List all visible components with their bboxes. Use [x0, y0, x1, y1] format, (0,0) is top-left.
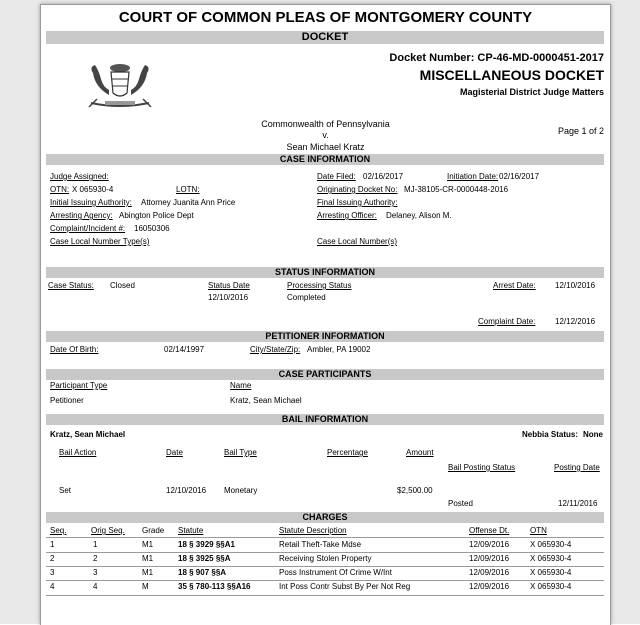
charge-otn: X 065930-4: [530, 582, 572, 591]
row-divider: [46, 580, 604, 581]
originating-docket-value: MJ-38105-CR-0000448-2016: [404, 185, 509, 194]
participant-type-value: Petitioner: [50, 396, 84, 405]
status-date-value: 12/10/2016: [208, 293, 249, 302]
dob-label: Date Of Birth:: [50, 345, 99, 354]
arrest-date-value: 12/10/2016: [555, 281, 596, 290]
complaint-label: Complaint/Incident #:: [50, 224, 126, 233]
charges-statute-header: Statute: [178, 526, 204, 535]
bail-amount-value: $2,500.00: [397, 486, 433, 495]
bail-posting-status-value: Posted: [448, 499, 473, 508]
charges-otn-header: OTN: [530, 526, 547, 535]
charge-orig-seq: 2: [93, 554, 98, 563]
bail-type-label: Bail Type: [224, 448, 257, 457]
otn-label: OTN:: [50, 185, 70, 194]
case-status-value: Closed: [110, 281, 135, 290]
row-divider: [46, 595, 604, 596]
charge-otn: X 065930-4: [530, 554, 572, 563]
date-filed-value: 02/16/2017: [363, 172, 404, 181]
charge-offense-date: 12/09/2016: [469, 582, 510, 591]
caption-versus: v.: [322, 130, 329, 140]
bail-date-value: 12/10/2016: [166, 486, 207, 495]
status-information-header: STATUS INFORMATION: [46, 267, 604, 278]
charges-divider: [46, 537, 604, 538]
charge-statute: 35 § 780-113 §§A16: [178, 582, 251, 591]
row-divider: [46, 552, 604, 553]
charge-otn: X 065930-4: [530, 540, 572, 549]
charge-grade: M1: [142, 554, 154, 563]
charges-grade-header: Grade: [142, 526, 165, 535]
city-value: Ambler, PA 19002: [307, 345, 371, 354]
arresting-officer-value: Delaney, Alison M.: [386, 211, 452, 220]
arresting-agency-label: Arresting Agency:: [50, 211, 113, 220]
charge-grade: M1: [142, 540, 154, 549]
status-date-label: Status Date: [208, 281, 250, 290]
processing-status-label: Processing Status: [287, 281, 352, 290]
charge-grade: M1: [142, 568, 154, 577]
charge-orig-seq: 1: [93, 540, 98, 549]
originating-docket-label: Originating Docket No:: [317, 185, 398, 194]
participant-name-label: Name: [230, 381, 252, 390]
docket-subtype: Magisterial District Judge Matters: [459, 87, 604, 97]
processing-status-value: Completed: [287, 293, 326, 302]
otn-value: X 065930-4: [72, 185, 114, 194]
bail-information-header: BAIL INFORMATION: [46, 414, 604, 425]
charge-statute: 18 § 907 §§A: [178, 568, 227, 577]
charge-offense-date: 12/09/2016: [469, 554, 510, 563]
initiation-date-label: Initiation Date:: [447, 172, 499, 181]
charge-grade: M: [142, 582, 149, 591]
charge-statute: 18 § 3925 §§A: [178, 554, 231, 563]
local-numbers-label: Case Local Number(s): [317, 237, 398, 246]
dob-value: 02/14/1997: [164, 345, 205, 354]
judge-assigned-label: Judge Assigned:: [50, 172, 109, 181]
charge-description: Poss Instrument Of Crime W/Int: [279, 568, 392, 577]
city-label: City/State/Zip:: [250, 345, 301, 354]
arresting-agency-value: Abington Police Dept: [119, 211, 194, 220]
bail-amount-label: Amount: [406, 448, 434, 457]
initial-issuing-label: Initial Issuing Authority:: [50, 198, 132, 207]
petitioner-information-header: PETITIONER INFORMATION: [46, 331, 604, 342]
local-number-types-label: Case Local Number Type(s): [50, 237, 150, 246]
bail-action-label: Bail Action: [59, 448, 97, 457]
bail-defendant-name: Kratz, Sean Michael: [50, 430, 126, 439]
initiation-date-value: 02/16/2017: [499, 172, 540, 181]
pennsylvania-seal-icon: [81, 57, 159, 111]
case-status-label: Case Status:: [48, 281, 94, 290]
bail-percentage-label: Percentage: [327, 448, 368, 457]
bail-action-value: Set: [59, 486, 72, 495]
arresting-officer-label: Arresting Officer:: [317, 211, 377, 220]
charge-statute: 18 § 3929 §§A1: [178, 540, 235, 549]
participant-type-label: Participant Type: [50, 381, 108, 390]
charge-seq: 2: [50, 554, 55, 563]
docket-number: Docket Number: CP-46-MD-0000451-2017: [389, 52, 604, 64]
nebbia-status-label: Nebbia Status:: [522, 430, 579, 439]
charges-description-header: Statute Description: [279, 526, 347, 535]
case-participants-header: CASE PARTICIPANTS: [46, 369, 604, 380]
charge-otn: X 065930-4: [530, 568, 572, 577]
court-title: COURT OF COMMON PLEAS OF MONTGOMERY COUNTY: [118, 9, 533, 26]
charge-orig-seq: 4: [93, 582, 98, 591]
complaint-date-value: 12/12/2016: [555, 317, 596, 326]
bail-posting-date-label: Posting Date: [554, 463, 600, 472]
charge-description: Retail Theft-Take Mdse: [279, 540, 362, 549]
initial-issuing-value: Attorney Juanita Ann Price: [141, 198, 236, 207]
nebbia-status-value: None: [583, 430, 603, 439]
arrest-date-label: Arrest Date:: [493, 281, 536, 290]
case-information-header: CASE INFORMATION: [46, 154, 604, 165]
docket-page: [40, 4, 611, 625]
bail-date-label: Date: [166, 448, 183, 457]
caption-defendant: Sean Michael Kratz: [286, 142, 365, 152]
final-issuing-label: Final Issuing Authority:: [317, 198, 398, 207]
docket-banner: DOCKET: [46, 31, 604, 44]
lotn-label: LOTN:: [176, 185, 200, 194]
bail-posting-status-label: Bail Posting Status: [448, 463, 516, 472]
date-filed-label: Date Filed:: [317, 172, 356, 181]
charge-offense-date: 12/09/2016: [469, 540, 510, 549]
docket-type: MISCELLANEOUS DOCKET: [419, 67, 604, 83]
complaint-date-label: Complaint Date:: [478, 317, 536, 326]
charges-header: CHARGES: [46, 512, 604, 523]
page-info: Page 1 of 2: [557, 126, 604, 136]
participant-name-value: Kratz, Sean Michael: [230, 396, 302, 405]
charge-description: Int Poss Contr Subst By Per Not Reg: [279, 582, 411, 591]
charge-description: Receiving Stolen Property: [279, 554, 372, 563]
charge-seq: 4: [50, 582, 55, 591]
charge-offense-date: 12/09/2016: [469, 568, 510, 577]
complaint-value: 16050306: [134, 224, 170, 233]
charge-orig-seq: 3: [93, 568, 98, 577]
charge-seq: 1: [50, 540, 55, 549]
row-divider: [46, 566, 604, 567]
bail-type-value: Monetary: [224, 486, 258, 495]
charges-orig-seq-header: Orig Seq.: [91, 526, 125, 535]
charges-offense-date-header: Offense Dt.: [469, 526, 510, 535]
charge-seq: 3: [50, 568, 55, 577]
charges-seq-header: Seq.: [50, 526, 67, 535]
bail-posting-date-value: 12/11/2016: [558, 499, 598, 508]
caption-plaintiff: Commonwealth of Pennsylvania: [261, 119, 390, 129]
